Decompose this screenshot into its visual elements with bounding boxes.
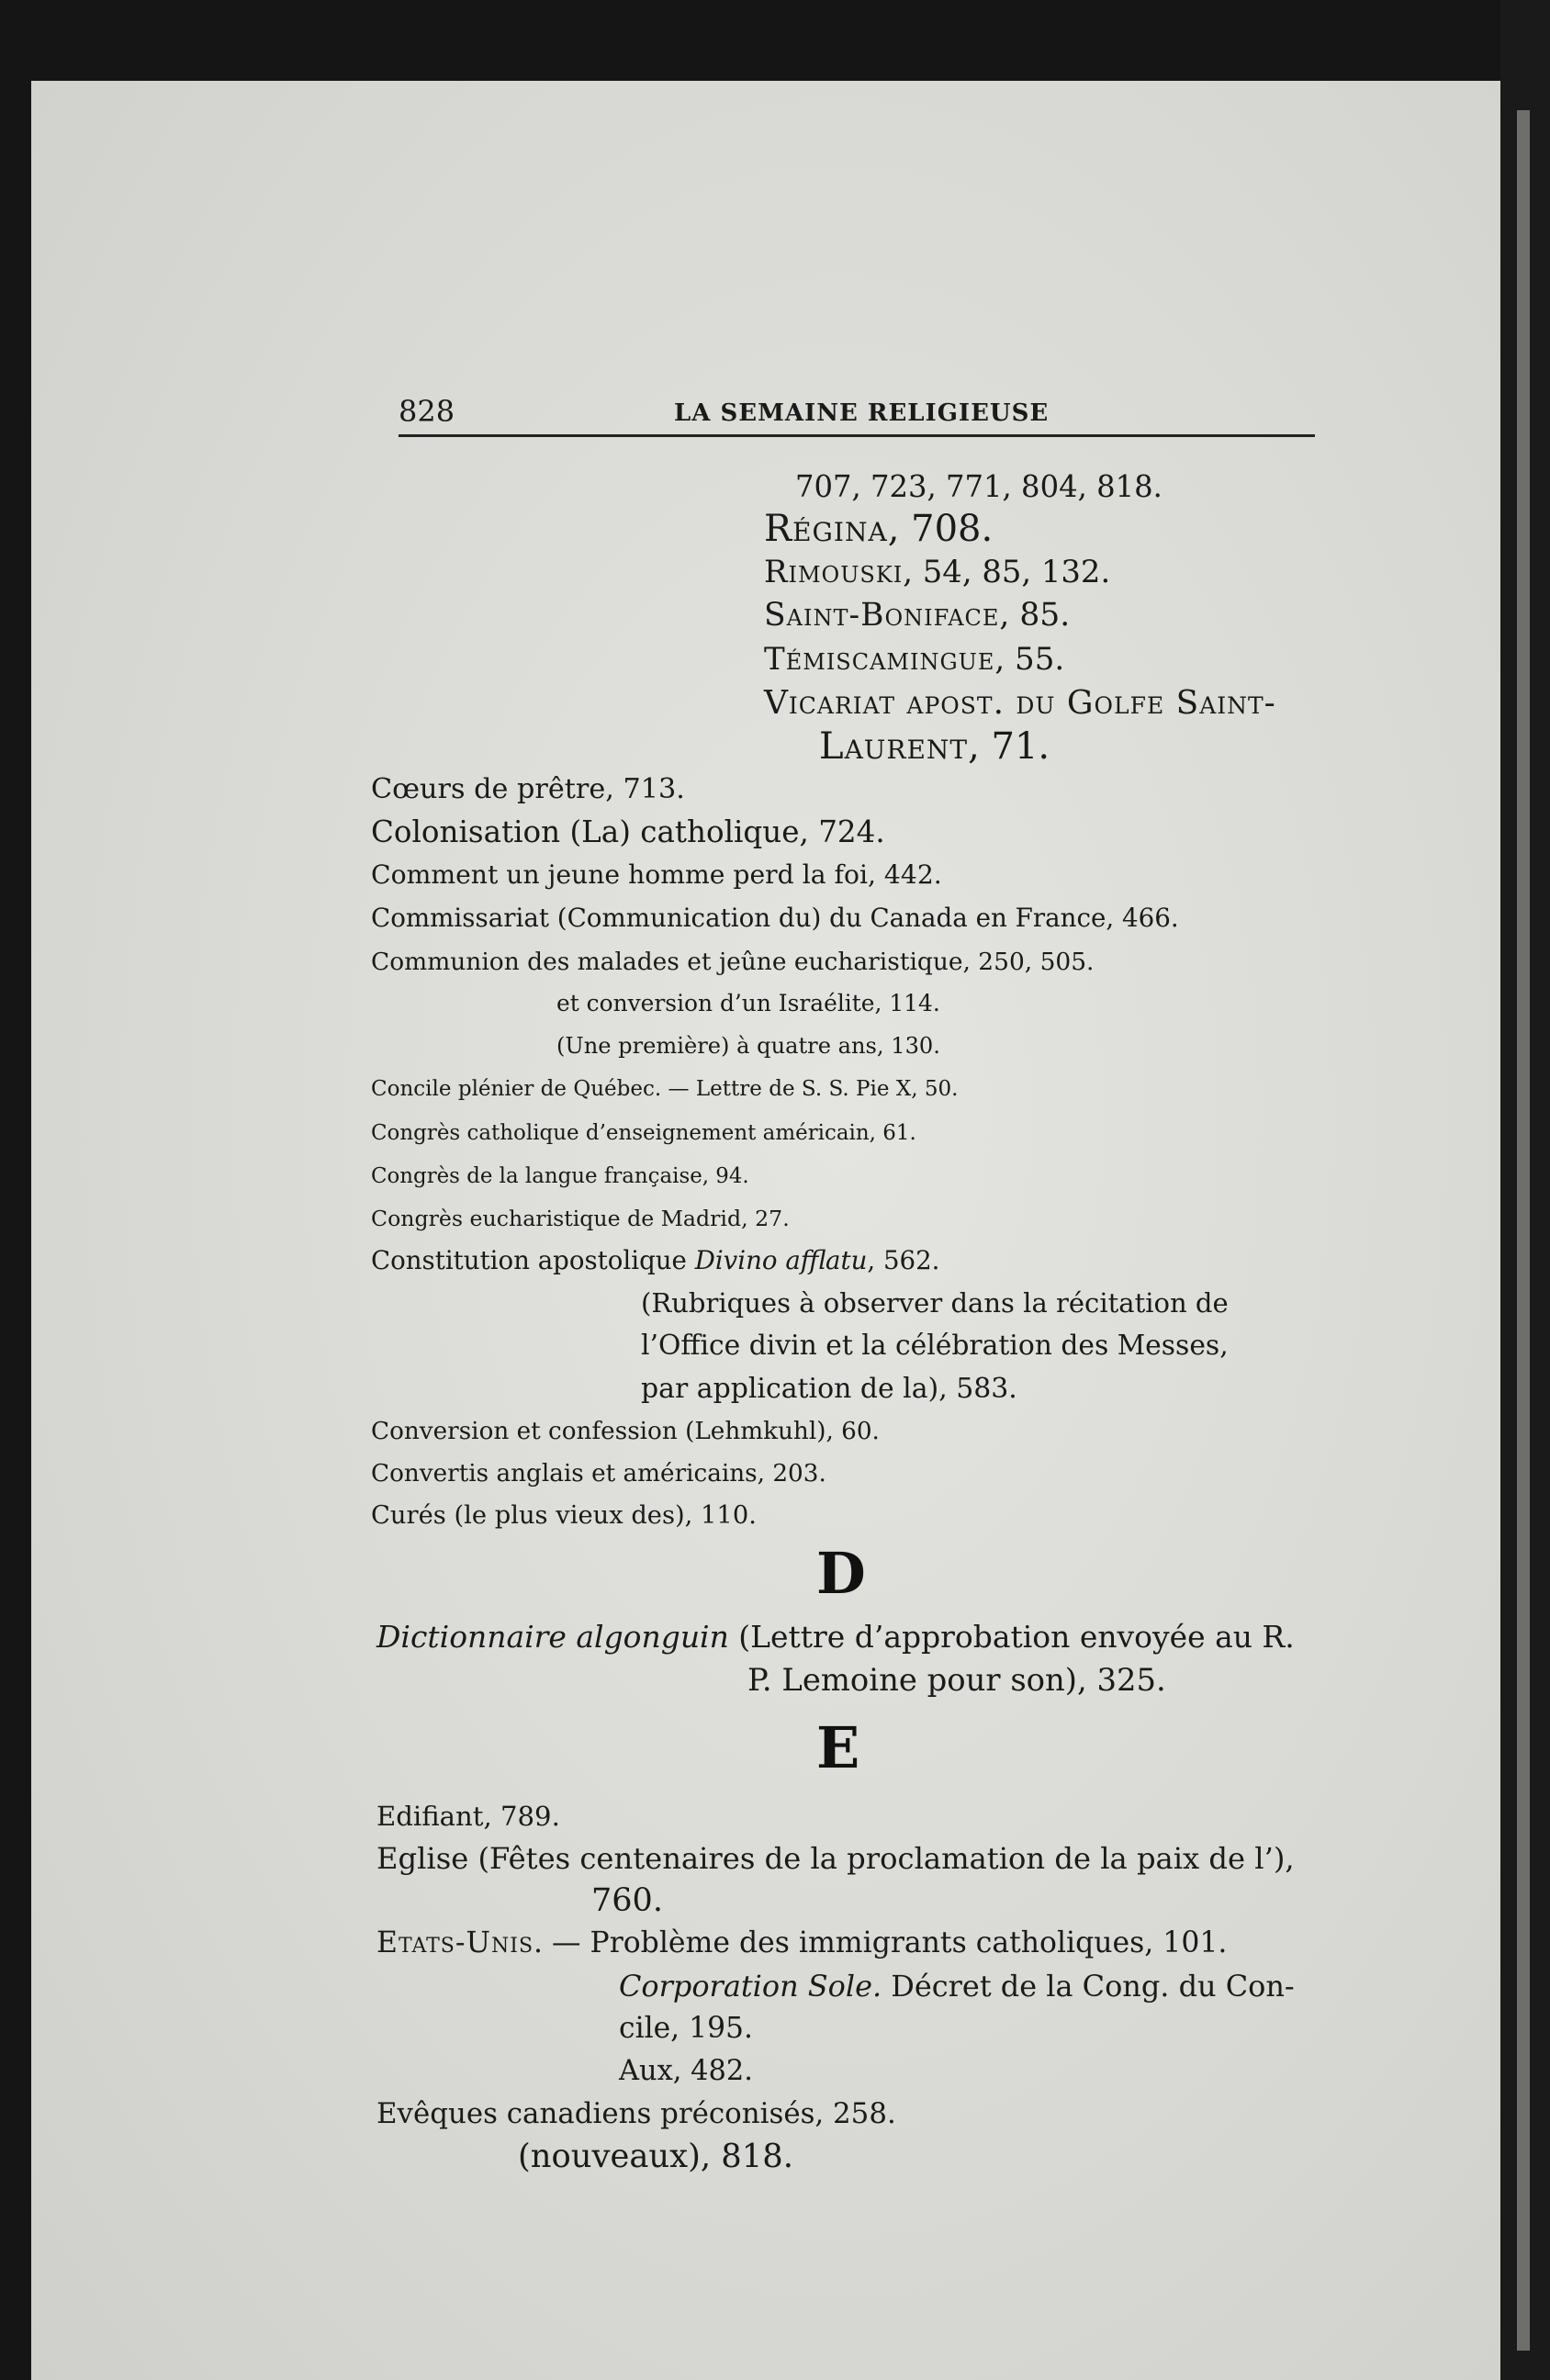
index-line	[556, 985, 940, 1022]
line-text: , 85.	[999, 597, 1071, 634]
adjacent-page-edge	[1500, 0, 1550, 2380]
index-line	[376, 1798, 560, 1835]
line-text: Communion des malades et jeûne eucharistique, 250, 505.	[371, 948, 1095, 976]
index-line	[371, 900, 1179, 937]
line-text: (Lettre d’approbation envoyée au R.	[728, 1619, 1295, 1655]
index-line	[619, 1968, 1295, 2004]
line-text: cile, 195.	[619, 2012, 753, 2045]
line-text: Congrès catholique d’enseignement américain, 61.	[371, 1121, 916, 1145]
small-caps-text: Laurent	[819, 725, 969, 768]
line-text: Comment un jeune homme perd la foi, 442.	[371, 859, 942, 890]
index-line	[795, 468, 1162, 505]
line-text: l’Office divin et la célébration des Messes,	[641, 1330, 1229, 1362]
running-title: LA SEMAINE RELIGIEUSE	[674, 399, 1050, 427]
small-caps-text: Régina	[764, 508, 888, 550]
line-text: Commissariat (Communication du) du Canada en France, 466.	[371, 903, 1179, 933]
line-text: Concile plénier de Québec. — Lettre de S. S. Pie X, 50.	[371, 1077, 959, 1101]
section-letter-d: D	[816, 1540, 866, 1607]
page-number: 828	[399, 394, 455, 429]
line-text: Congrès de la langue française, 94.	[371, 1164, 749, 1188]
line-text: et conversion d’un Israélite, 114.	[556, 990, 940, 1016]
small-caps-text: Saint-Boniface	[764, 597, 1000, 634]
index-line	[764, 554, 1110, 590]
line-text: Cœurs de prêtre, 713.	[371, 773, 685, 805]
line-text: par application de la), 583.	[641, 1373, 1017, 1405]
line-text: Curés (le plus vieux des), 110.	[371, 1501, 757, 1530]
line-text: , 562.	[867, 1245, 940, 1275]
line-text: (Rubriques à observer dans la récitation de	[641, 1287, 1229, 1319]
index-line	[371, 1455, 826, 1492]
index-line	[371, 1071, 958, 1107]
index-line	[371, 1200, 790, 1237]
index-line	[371, 857, 942, 893]
italic-text: Dictionnaire algonguin	[376, 1619, 729, 1655]
index-line	[371, 1242, 939, 1279]
index-line	[371, 814, 885, 850]
line-text: . — Problème des immigrants catholiques, 101.	[534, 1926, 1228, 1959]
index-line	[371, 944, 1094, 981]
line-text: 707, 723, 771, 804, 818.	[795, 469, 1162, 504]
index-line	[371, 1115, 916, 1151]
index-line	[371, 1158, 749, 1195]
index-line	[641, 1285, 1229, 1321]
index-line	[819, 725, 1050, 768]
line-text: Congrès eucharistique de Madrid, 27.	[371, 1206, 790, 1231]
line-text: Colonisation (La) catholique, 724.	[371, 814, 885, 849]
index-line	[591, 1882, 663, 1919]
italic-text: Divino afflatu	[694, 1245, 868, 1275]
index-line	[376, 2095, 896, 2132]
header-rule	[399, 434, 1315, 437]
line-text: Evêques canadiens préconisés, 258.	[376, 2097, 896, 2130]
index-line	[376, 1925, 1227, 1961]
line-text: Convertis anglais et américains, 203.	[371, 1460, 826, 1488]
index-line	[764, 597, 1070, 634]
line-text: , 54, 85, 132.	[903, 554, 1111, 589]
index-line	[764, 685, 1276, 722]
index-line	[619, 2010, 753, 2047]
small-caps-text: Témiscamingue	[764, 641, 995, 678]
line-text: P. Lemoine pour son), 325.	[747, 1662, 1166, 1698]
line-text: Conversion et confession (Lehmkuhl), 60.	[371, 1418, 880, 1445]
index-line	[641, 1328, 1229, 1364]
line-text: , 55.	[994, 641, 1065, 678]
index-line	[371, 771, 685, 808]
line-text: Eglise (Fêtes centenaires de la proclamation de la paix de l’),	[376, 1841, 1295, 1876]
line-text: , 71.	[968, 725, 1050, 768]
index-line	[376, 1840, 1295, 1877]
scanned-page	[31, 81, 1500, 2380]
index-line	[556, 1027, 940, 1064]
line-text: Edifiant, 789.	[376, 1801, 560, 1832]
small-caps-text: Vicariat apost. du Golfe Saint-	[764, 684, 1276, 722]
index-line	[641, 1371, 1017, 1408]
line-text: 760.	[591, 1881, 663, 1919]
index-line	[371, 1413, 880, 1450]
index-line	[747, 1662, 1166, 1699]
section-letter-e: E	[816, 1714, 860, 1781]
line-text: (Une première) à quatre ans, 130.	[556, 1033, 940, 1059]
index-line	[764, 641, 1064, 678]
italic-text: Corporation Sole.	[619, 1969, 882, 2004]
line-text: Décret de la Cong. du Con-	[882, 1969, 1295, 2004]
line-text: , 708.	[887, 508, 994, 550]
index-line	[619, 2053, 753, 2090]
index-line	[764, 508, 994, 550]
small-caps-text: Etats-Unis	[376, 1926, 534, 1959]
small-caps-text: Rimouski	[764, 554, 904, 589]
index-line	[371, 1498, 757, 1534]
index-line	[518, 2139, 793, 2175]
line-text: Aux, 482.	[619, 2055, 753, 2087]
line-text: Constitution apostolique	[371, 1245, 695, 1275]
index-line	[376, 1619, 1295, 1656]
line-text: (nouveaux), 818.	[518, 2138, 793, 2175]
